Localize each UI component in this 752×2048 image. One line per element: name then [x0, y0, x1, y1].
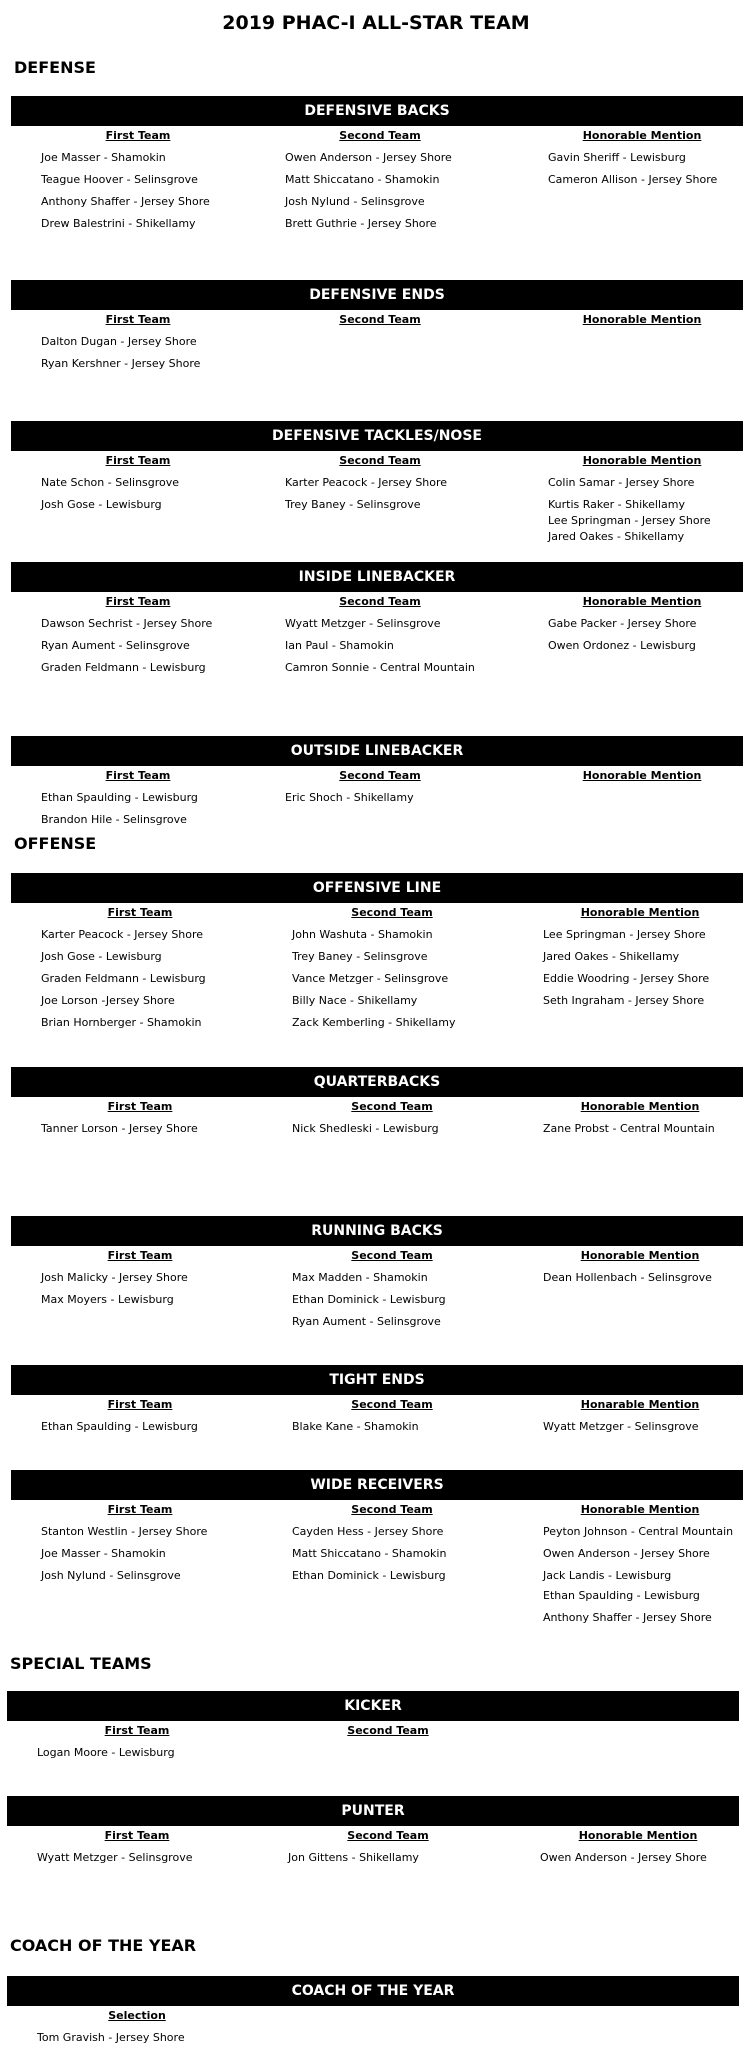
player-entry: Cameron Allison - Jersey Shore [548, 173, 718, 186]
player-entry: Ryan Kershner - Jersey Shore [41, 357, 201, 370]
column-header: First Team [105, 769, 171, 782]
player-entry: Tom Gravish - Jersey Shore [37, 2031, 185, 2044]
section-bar-coach-of-the-year: COACH OF THE YEAR [7, 1976, 739, 2006]
section-bar-inside-linebacker: INSIDE LINEBACKER [11, 562, 743, 592]
player-entry: Teague Hoover - Selinsgrove [41, 173, 198, 186]
player-entry: Owen Ordonez - Lewisburg [548, 639, 696, 652]
player-entry: Josh Nylund - Selinsgrove [41, 1569, 181, 1582]
group-heading-coach-of-the-year: COACH OF THE YEAR [10, 1936, 197, 1955]
column-header: Second Team [339, 769, 421, 782]
player-entry: John Washuta - Shamokin [292, 928, 433, 941]
player-entry: Wyatt Metzger - Selinsgrove [285, 617, 441, 630]
player-entry: Josh Gose - Lewisburg [41, 498, 162, 511]
column-header: Honorable Mention [582, 595, 702, 608]
section-bar-kicker: KICKER [7, 1691, 739, 1721]
column-header: Honorable Mention [580, 1100, 700, 1113]
player-entry: Graden Feldmann - Lewisburg [41, 972, 206, 985]
player-entry: Matt Shiccatano - Shamokin [285, 173, 440, 186]
section-bar-punter: PUNTER [7, 1796, 739, 1826]
player-entry: Camron Sonnie - Central Mountain [285, 661, 475, 674]
column-header: First Team [105, 129, 171, 142]
column-header: Selection [108, 2009, 166, 2022]
player-entry: Billy Nace - Shikellamy [292, 994, 418, 1007]
player-entry: Stanton Westlin - Jersey Shore [41, 1525, 208, 1538]
player-entry: Tanner Lorson - Jersey Shore [41, 1122, 198, 1135]
player-entry: Max Moyers - Lewisburg [41, 1293, 174, 1306]
player-entry: Anthony Shaffer - Jersey Shore [41, 195, 210, 208]
column-header: Second Team [339, 595, 421, 608]
column-header: Honorable Mention [580, 1503, 700, 1516]
column-header: Second Team [347, 1829, 429, 1842]
section-bar-defensive-backs: DEFENSIVE BACKS [11, 96, 743, 126]
group-heading-defense: DEFENSE [14, 58, 96, 77]
player-entry: Dawson Sechrist - Jersey Shore [41, 617, 213, 630]
section-bar-wide-receivers: WIDE RECEIVERS [11, 1470, 743, 1500]
section-bar-offensive-line: OFFENSIVE LINE [11, 873, 743, 903]
column-header: First Team [104, 1724, 170, 1737]
column-header: Honorable Mention [582, 769, 702, 782]
section-bar-outside-linebacker: OUTSIDE LINEBACKER [11, 736, 743, 766]
player-entry: Peyton Johnson - Central Mountain [543, 1525, 734, 1538]
column-header: First Team [105, 595, 171, 608]
column-header: Second Team [351, 1100, 433, 1113]
player-entry: Nate Schon - Selinsgrove [41, 476, 180, 489]
player-entry: Karter Peacock - Jersey Shore [285, 476, 448, 489]
column-header: Second Team [351, 1503, 433, 1516]
player-entry: Wyatt Metzger - Selinsgrove [37, 1851, 193, 1864]
column-header: Honarable Mention [580, 1398, 700, 1411]
player-entry: Gavin Sheriff - Lewisburg [548, 151, 686, 164]
player-entry: Vance Metzger - Selinsgrove [292, 972, 449, 985]
player-entry: Zane Probst - Central Mountain [543, 1122, 715, 1135]
column-header: Second Team [351, 906, 433, 919]
player-entry: Eddie Woodring - Jersey Shore [543, 972, 710, 985]
player-entry: Karter Peacock - Jersey Shore [41, 928, 204, 941]
player-entry: Ethan Dominick - Lewisburg [292, 1293, 446, 1306]
column-header: Honorable Mention [578, 1829, 698, 1842]
section-bar-tight-ends: TIGHT ENDS [11, 1365, 743, 1395]
player-entry: Colin Samar - Jersey Shore [548, 476, 695, 489]
player-entry: Gabe Packer - Jersey Shore [548, 617, 697, 630]
player-entry: Kurtis Raker - Shikellamy [548, 498, 685, 511]
group-heading-special-teams: SPECIAL TEAMS [10, 1654, 152, 1673]
player-entry: Graden Feldmann - Lewisburg [41, 661, 206, 674]
player-entry: Ethan Spaulding - Lewisburg [543, 1589, 700, 1602]
player-entry: Wyatt Metzger - Selinsgrove [543, 1420, 699, 1433]
player-entry: Lee Springman - Jersey Shore [548, 514, 711, 527]
section-bar-defensive-ends: DEFENSIVE ENDS [11, 280, 743, 310]
column-header: Second Team [351, 1249, 433, 1262]
column-header: Second Team [339, 454, 421, 467]
player-entry: Max Madden - Shamokin [292, 1271, 428, 1284]
player-entry: Matt Shiccatano - Shamokin [292, 1547, 447, 1560]
player-entry: Joe Lorson -Jersey Shore [41, 994, 175, 1007]
player-entry: Trey Baney - Selinsgrove [292, 950, 428, 963]
player-entry: Trey Baney - Selinsgrove [285, 498, 421, 511]
section-bar-quarterbacks: QUARTERBACKS [11, 1067, 743, 1097]
player-entry: Jared Oakes - Shikellamy [543, 950, 680, 963]
page-title: 2019 PHAC-I ALL-STAR TEAM [222, 12, 530, 34]
player-entry: Jack Landis - Lewisburg [543, 1569, 672, 1582]
column-header: Second Team [351, 1398, 433, 1411]
player-entry: Jon Gittens - Shikellamy [288, 1851, 419, 1864]
player-entry: Josh Nylund - Selinsgrove [285, 195, 425, 208]
player-entry: Dean Hollenbach - Selinsgrove [543, 1271, 712, 1284]
player-entry: Brandon Hile - Selinsgrove [41, 813, 187, 826]
player-entry: Ryan Aument - Selinsgrove [292, 1315, 441, 1328]
column-header: First Team [104, 1829, 170, 1842]
player-entry: Ethan Dominick - Lewisburg [292, 1569, 446, 1582]
section-bar-running-backs: RUNNING BACKS [11, 1216, 743, 1246]
column-header: Honorable Mention [582, 313, 702, 326]
column-header: First Team [107, 906, 173, 919]
player-entry: Nick Shedleski - Lewisburg [292, 1122, 439, 1135]
player-entry: Seth Ingraham - Jersey Shore [543, 994, 705, 1007]
player-entry: Blake Kane - Shamokin [292, 1420, 419, 1433]
column-header: First Team [107, 1503, 173, 1516]
column-header: Second Team [347, 1724, 429, 1737]
column-header: Second Team [339, 129, 421, 142]
group-heading-offense: OFFENSE [14, 834, 97, 853]
column-header: First Team [107, 1398, 173, 1411]
column-header: Honorable Mention [580, 1249, 700, 1262]
player-entry: Brett Guthrie - Jersey Shore [285, 217, 437, 230]
column-header: Honorable Mention [582, 454, 702, 467]
player-entry: Cayden Hess - Jersey Shore [292, 1525, 444, 1538]
player-entry: Josh Gose - Lewisburg [41, 950, 162, 963]
player-entry: Anthony Shaffer - Jersey Shore [543, 1611, 712, 1624]
player-entry: Joe Masser - Shamokin [41, 151, 166, 164]
player-entry: Zack Kemberling - Shikellamy [292, 1016, 456, 1029]
player-entry: Logan Moore - Lewisburg [37, 1746, 175, 1759]
column-header: First Team [107, 1100, 173, 1113]
column-header: Second Team [339, 313, 421, 326]
player-entry: Josh Malicky - Jersey Shore [41, 1271, 188, 1284]
player-entry: Drew Balestrini - Shikellamy [41, 217, 196, 230]
player-entry: Ethan Spaulding - Lewisburg [41, 791, 198, 804]
player-entry: Brian Hornberger - Shamokin [41, 1016, 202, 1029]
player-entry: Dalton Dugan - Jersey Shore [41, 335, 197, 348]
column-header: Honorable Mention [582, 129, 702, 142]
section-bar-defensive-tackles-nose: DEFENSIVE TACKLES/NOSE [11, 421, 743, 451]
column-header: First Team [105, 454, 171, 467]
player-entry: Ian Paul - Shamokin [285, 639, 394, 652]
player-entry: Ethan Spaulding - Lewisburg [41, 1420, 198, 1433]
player-entry: Joe Masser - Shamokin [41, 1547, 166, 1560]
column-header: Honorable Mention [580, 906, 700, 919]
player-entry: Lee Springman - Jersey Shore [543, 928, 706, 941]
player-entry: Owen Anderson - Jersey Shore [540, 1851, 707, 1864]
column-header: First Team [105, 313, 171, 326]
player-entry: Jared Oakes - Shikellamy [548, 530, 685, 543]
column-header: First Team [107, 1249, 173, 1262]
player-entry: Ryan Aument - Selinsgrove [41, 639, 190, 652]
player-entry: Owen Anderson - Jersey Shore [285, 151, 452, 164]
player-entry: Owen Anderson - Jersey Shore [543, 1547, 710, 1560]
player-entry: Eric Shoch - Shikellamy [285, 791, 414, 804]
